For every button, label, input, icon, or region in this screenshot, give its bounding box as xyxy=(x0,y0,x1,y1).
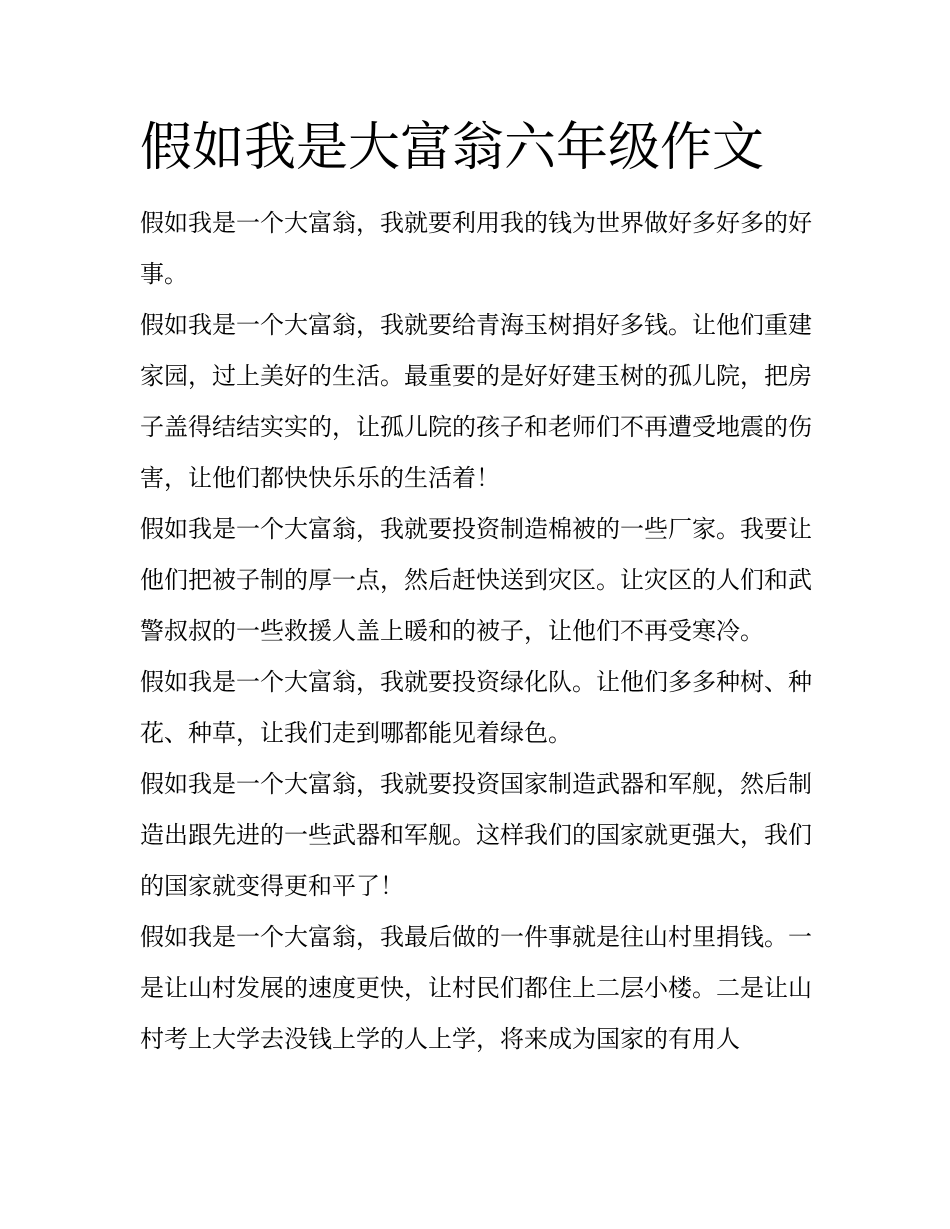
paragraph: 假如我是一个大富翁，我最后做的一件事就是往山村里捐钱。一是让山村发展的速度更快，让村民们都住上二层小楼。二是让山村考上大学去没钱上学的人上学，将来成为国家的有用人 xyxy=(140,923,812,1053)
paragraph: 假如我是一个大富翁，我就要投资绿化队。让他们多多种树、种花、种草，让我们走到哪都能见着绿色。 xyxy=(140,668,812,747)
document-title: 假如我是大富翁六年级作文 xyxy=(140,118,765,178)
document-body xyxy=(140,198,812,1065)
paragraph: 假如我是一个大富翁，我就要给青海玉树捐好多钱。让他们重建家园，过上美好的生活。最重要的是好好建玉树的孤儿院，把房子盖得结结实实的，让孤儿院的孩子和老师们不再遭受地震的伤害，让他们都快快乐乐的生活着！ xyxy=(140,311,812,492)
paragraph: 假如我是一个大富翁，我就要利用我的钱为世界做好多好多的好事。 xyxy=(140,209,812,288)
paragraph: 假如我是一个大富翁，我就要投资国家制造武器和军舰，然后制造出跟先进的一些武器和军舰。这样我们的国家就更强大，我们的国家就变得更和平了！ xyxy=(140,770,812,900)
paragraph: 假如我是一个大富翁，我就要投资制造棉被的一些厂家。我要让他们把被子制的厚一点，然后赶快送到灾区。让灾区的人们和武警叔叔的一些救援人盖上暖和的被子，让他们不再受寒冷。 xyxy=(140,515,812,645)
